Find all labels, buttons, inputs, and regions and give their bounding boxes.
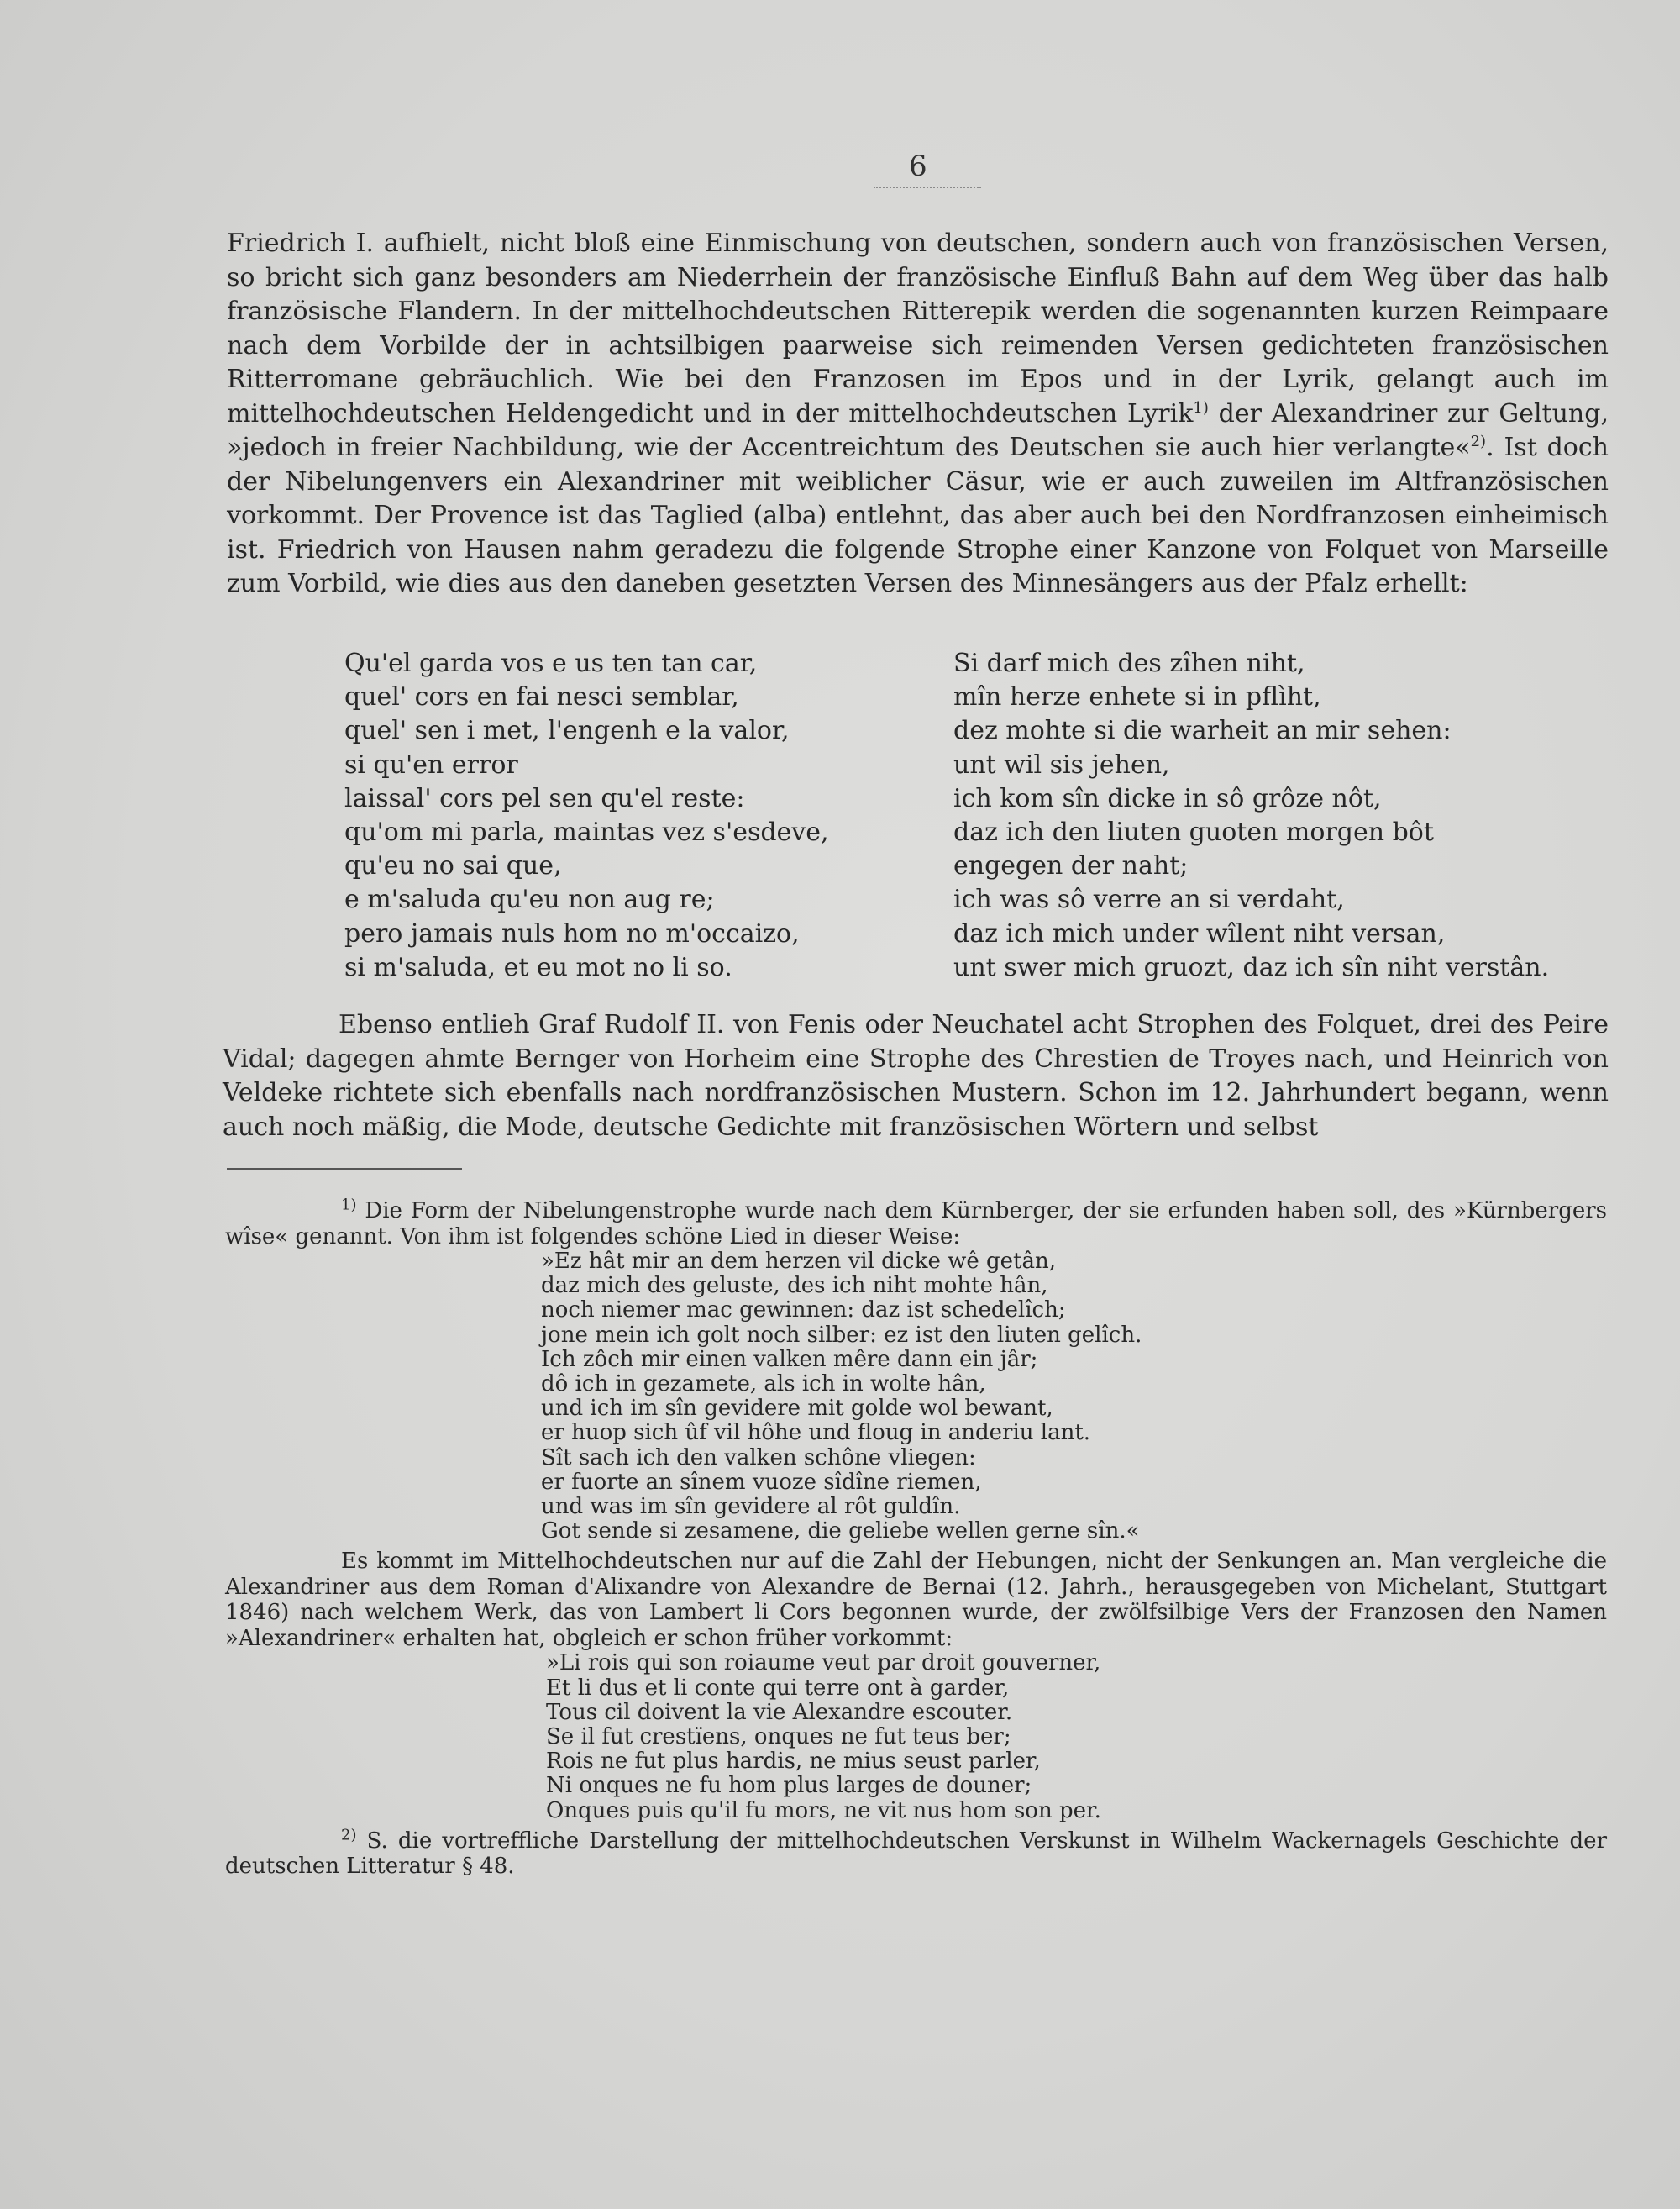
verse-line: er huop sich ûf vil hôhe und floug in anderiu lant. bbox=[541, 1420, 1091, 1446]
paragraph-1-end: . Ist doch der Nibelungenvers ein Alexandriner mit weiblicher Cäsur, wie er auch zuweilen im Altfranzösischen vorkommt. Der Provence ist das Taglied (alba) entlehnt, das aber auch bei den Nordfranzosen einheimisch ist. Friedrich von Hausen nahm geradezu die folgende Strophe einer Kanzone von Folquet von Marseille zum Vorbild, wie dies aus den daneben gesetzten Versen des Minnesängers aus der Pfalz erhellt: bbox=[227, 433, 1609, 598]
verse-line: Sît sach ich den valken schône vliegen: bbox=[541, 1444, 976, 1470]
verse-line: und was im sîn gevidere al rôt guldîn. bbox=[541, 1494, 961, 1520]
verse-line: dô ich in gezamete, als ich in wolte hân, bbox=[541, 1371, 986, 1397]
verse-line: Ni onques ne fu hom plus larges de douner; bbox=[546, 1773, 1032, 1799]
verse-line: ich was sô verre an si verdaht, bbox=[953, 885, 1345, 915]
verse-line: qu'eu no sai que, bbox=[344, 851, 562, 881]
footnote-1-continued: Es kommt im Mittelhochdeutschen nur auf die Zahl der Hebungen, nicht der Senkungen an. Man vergleiche die Alexandriner aus dem Roman d'Alixandre von Alexandre de Bernai (12. Jahrh., herausgegeben von Michelant, Stuttgart 1846) nach welchem Werk, das von Lambert li Cors begonnen wurde, der zwölfsilbige Vers der Franzosen den Namen »Alexandriner« erhalten hat, obgleich er schon früher vorkommt: bbox=[225, 1549, 1607, 1651]
footnote-divider bbox=[227, 1168, 462, 1170]
footnote-1-text: Die Form der Nibelungenstrophe wurde nach dem Kürnberger, der sie erfunden haben soll, des »Kürnbergers wîse« genannt. Von ihm ist folgendes schöne Lied in dieser Weise: bbox=[225, 1198, 1607, 1249]
verse-line: Se il fut crestïens, onques ne fut teus ber; bbox=[546, 1724, 1011, 1750]
main-text-continued bbox=[223, 1008, 1609, 1144]
footnote-ref-1: 1) bbox=[1193, 398, 1209, 417]
footnote-ref-2: 2) bbox=[1470, 433, 1487, 450]
verse-line: mîn herze enhete si in pflìht, bbox=[953, 682, 1321, 713]
verse-line: quel' sen i met, l'engenh e la valor, bbox=[344, 716, 790, 746]
footnote-1-marker: 1) bbox=[341, 1196, 357, 1214]
verse-line: quel' cors en fai nesci semblar, bbox=[344, 682, 739, 713]
page-number-ornament bbox=[874, 187, 981, 188]
verse-line: daz ich den liuten guoten morgen bôt bbox=[953, 818, 1434, 848]
parallel-verses bbox=[344, 647, 1621, 985]
footnote-2-marker: 2) bbox=[341, 1826, 357, 1844]
poem-provencal bbox=[344, 647, 953, 985]
verse-line: daz ich mich under wîlent niht versan, bbox=[953, 918, 1446, 949]
footnote-1 bbox=[225, 1198, 1607, 1249]
verse-line: daz mich des geluste, des ich niht mohte hân, bbox=[541, 1273, 1048, 1299]
verse-line: si m'saluda, et eu mot no li so. bbox=[344, 952, 732, 982]
verse-line: ich kom sîn dicke in sô grôze nôt, bbox=[953, 783, 1382, 813]
verse-line: dez mohte si die warheit an mir sehen: bbox=[953, 716, 1452, 746]
verse-line: »Li rois qui son roiaume veut par droit gouverner, bbox=[546, 1650, 1101, 1676]
verse-line: qu'om mi parla, maintas vez s'esdeve, bbox=[344, 818, 829, 848]
verse-line: Ich zôch mir einen valken mêre dann ein jâr; bbox=[541, 1346, 1038, 1372]
verse-line: und ich im sîn gevidere mit golde wol bewant, bbox=[541, 1396, 1053, 1422]
page-number: 6 bbox=[909, 150, 927, 183]
verse-line: laissal' cors pel sen qu'el reste: bbox=[344, 783, 745, 813]
kuernberger-verse bbox=[541, 1249, 1607, 1544]
poem-german bbox=[953, 647, 1621, 985]
verse-line: si qu'en error bbox=[344, 749, 518, 780]
verse-line: Onques puis qu'il fu mors, ne vit nus hom son per. bbox=[546, 1797, 1101, 1823]
verse-line: »Ez hât mir an dem herzen vil dicke wê getân, bbox=[541, 1249, 1056, 1274]
footnote-2 bbox=[225, 1828, 1607, 1880]
verse-line: jone mein ich golt noch silber: ez ist den liuten gelîch. bbox=[541, 1322, 1142, 1348]
verse-line: Qu'el garda vos e us ten tan car, bbox=[344, 649, 758, 678]
paragraph-1-text: Friedrich I. aufhielt, nicht bloß eine Einmischung von deutschen, sondern auch von französischen Versen, so bricht sich ganz besonders am Niederrhein der französische Einfluß Bahn auf dem Weg über das halb französische Flandern. In der mittelhochdeutschen Ritterepik werden die sogenannten kurzen Reimpaare nach dem Vorbilde der in achtsilbigen paarweise sich reimenden Versen gedichteten französischen Ritterromane gebräuchlich. Wie bei den Franzosen im Epos und in der Lyrik, gelangt auch im mittelhochdeutschen Heldengedicht und in der mittelhochdeutschen Lyrik bbox=[227, 229, 1609, 429]
footnotes bbox=[225, 1198, 1607, 1880]
verse-line: noch niemer mac gewinnen: daz ist schedelîch; bbox=[541, 1297, 1066, 1323]
alexandre-verse bbox=[546, 1651, 1607, 1822]
paragraph-1 bbox=[227, 227, 1609, 602]
verse-line: Got sende si zesamene, die geliebe wellen gerne sîn.« bbox=[541, 1518, 1140, 1544]
verse-line: unt swer mich gruozt, daz ich sîn niht verstân. bbox=[953, 952, 1550, 982]
paragraph-1-continued: der Alexandriner zur Geltung, »jedoch in freier Nachbildung, wie der Accentreichtum des Deutschen sie auch hier verlangte« bbox=[227, 398, 1609, 462]
verse-line: unt wil sis jehen, bbox=[953, 749, 1170, 780]
paragraph-2: Ebenso entlieh Graf Rudolf II. von Fenis oder Neuchatel acht Strophen des Folquet, drei des Peire Vidal; dagegen ahmte Bernger von Horheim eine Strophe des Chrestien de Troyes nach, und Heinrich von Veldeke richtete sich ebenfalls nach nordfranzösischen Mustern. Schon im 12. Jahrhundert begann, wenn auch noch mäßig, die Mode, deutsche Gedichte mit französischen Wörtern und selbst bbox=[223, 1010, 1609, 1142]
verse-line: e m'saluda qu'eu non aug re; bbox=[344, 885, 715, 915]
verse-line: pero jamais nuls hom no m'occaizo, bbox=[344, 918, 800, 949]
verse-line: Tous cil doivent la vie Alexandre escouter. bbox=[546, 1699, 1013, 1725]
verse-line: Rois ne fut plus hardis, ne mius seust parler, bbox=[546, 1749, 1041, 1775]
verse-line: er fuorte an sînem vuoze sîdîne riemen, bbox=[541, 1469, 982, 1495]
verse-line: Si darf mich des zîhen niht, bbox=[953, 649, 1305, 678]
verse-line: Et li dus et li conte qui terre ont à garder, bbox=[546, 1675, 1010, 1701]
main-text bbox=[227, 227, 1609, 602]
footnote-2-text: S. die vortreffliche Darstellung der mittelhochdeutschen Verskunst in Wilhelm Wackernagels Geschichte der deutschen Litteratur § 48. bbox=[225, 1828, 1607, 1880]
verse-line: engegen der naht; bbox=[953, 851, 1189, 881]
